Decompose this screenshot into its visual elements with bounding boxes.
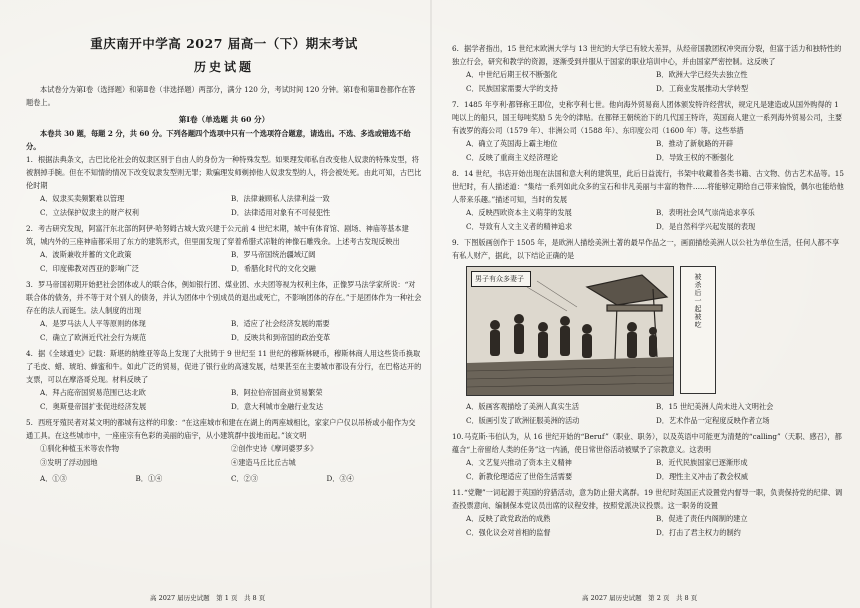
- answer-options: [452, 400, 846, 428]
- answer-option: B．法律兼顾私人法律利益一致: [231, 194, 330, 203]
- question-text: 西班牙殖民者对某文明的都城有这样的印象：“在这座城市和建在在湖上的两座城相比，家家户户仅以吊桥或小船作为交通工具。在这些城市中，一座座宗有色彩的美丽的庙宇，从小建筑群中拔地而起。”该文明: [26, 418, 416, 440]
- page-footer-right: 高 2027 届历史试题 第 2 页 共 8 页: [582, 594, 698, 602]
- answer-option: A．奴隶买卖频繁难以管理: [40, 194, 125, 203]
- question-block: [452, 400, 846, 428]
- question-number: 9.: [452, 238, 459, 247]
- answer-options: [26, 317, 422, 345]
- answer-option: C．强化议会对首相的监督: [466, 528, 551, 537]
- question-block: [26, 278, 422, 345]
- question-text: 马克斯·韦伯认为，从 16 世纪开始的“Beruf”（职业、职务），以及英语中可能更为清楚的“calling”（天职、感召），都蕴含“上帝留给人类的任务”这一内涵，使日常世俗活动被赋予了宗教意义。这表明: [452, 432, 842, 454]
- question-block: [452, 486, 846, 540]
- answer-options: [452, 137, 846, 165]
- question-number: 10.: [452, 432, 464, 441]
- answer-option: ③发明了浮动园地: [40, 458, 98, 467]
- question-number: 7.: [452, 100, 459, 109]
- question-block: [452, 430, 846, 484]
- question-block: [26, 222, 422, 276]
- answer-option: C．民族国家需要大学的支持: [466, 84, 558, 93]
- page-footer-left: 高 2027 届历史试题 第 1 页 共 8 页: [150, 594, 266, 602]
- question-block: [26, 416, 422, 470]
- answer-option: C．奥斯曼帝国扩张促进经济发展: [40, 402, 147, 411]
- answer-option: D．打击了君主权力的制约: [656, 528, 741, 537]
- question-stem: [452, 167, 846, 206]
- question-stem: [452, 236, 846, 262]
- answer-option: B．近代民族国家已逐渐形成: [656, 458, 748, 467]
- answer-option: A．确立了英国海上霸主地位: [466, 139, 558, 148]
- answer-option: D．工商业发展推动大学转型: [656, 84, 749, 93]
- answer-option: B．阿拉伯帝国商业贸易繁荣: [231, 388, 323, 397]
- answer-option: C．印度佛教对西亚的影响广泛: [40, 264, 139, 273]
- question-number: 2.: [26, 224, 33, 233]
- answer-option: D．导致王权的不断强化: [656, 153, 734, 162]
- question-text: 根据法典条文，古巴比伦社会的奴隶区别于自由人的身份为一种特殊发型。如果理发师私自改变他人奴隶的特殊发型，将被割掉手腕。但在不知情的情况下改变奴隶发型则无罪；欺骗理发师剃掉他人奴隶发型的人，将会被处死。由此可知，古巴比伦时期: [26, 155, 422, 190]
- question-number: 8.: [452, 169, 459, 178]
- answer-option: B．欧洲大学已经失去独立性: [656, 70, 748, 79]
- question-text: 考古研究发现，阿富汗东北部的阿伊·哈努姆古城大致兴建于公元前 4 世纪末期，城中有体育馆、剧场、神庙等基本建筑，城内外的三座神庙都采用了东方的建筑形式，但里面发现了穿着希腊式凉鞋的神像石雕残余。上述考古发现反映出: [26, 224, 409, 246]
- answer-option: B．①④: [135, 474, 163, 483]
- answer-options: [26, 192, 422, 220]
- question-number: 11.: [452, 488, 464, 497]
- answer-option: C．导致有人文主义者的精神追求: [466, 222, 573, 231]
- figure-side-caption: [680, 266, 716, 394]
- answer-option: D．是自然科学兴起发展的表现: [656, 222, 756, 231]
- question-block: [452, 42, 846, 96]
- figure-side-text: 被杀后一起被吃: [694, 273, 702, 329]
- answer-options: [26, 248, 422, 276]
- woodcut-image: [466, 266, 674, 396]
- answer-option: A．是罗马法人人平等原则的体现: [40, 319, 146, 328]
- answer-option: D．理性主义冲击了教会权威: [656, 472, 749, 481]
- question-text: 1485 年亨利·都铎称王即位，史称亨利七世。他向海外贸易商人团体颁发特许经营状，规定凡是建造或从国外购得的 1 吨以上的船只，国王每吨奖励 5 先令的津贴。在都铎王朝统治下的几代国王特许，英国商人建立一系列海外贸易公司，主要有波罗的海公司（1579 年）、非洲公司（1588 年）、东印度公司（1600 年）等。这些举措: [452, 100, 843, 135]
- question-stem: [26, 222, 422, 248]
- section-title: 第Ⅰ卷（单选题 共 60 分）: [178, 115, 270, 124]
- figure-label-box: 男子有众多妻子: [471, 271, 531, 287]
- answer-option: C．②③: [231, 474, 259, 483]
- answer-option: ①驯化种植玉米等农作物: [40, 444, 120, 453]
- question-text: 据《全球通史》记载：斯堪的纳维亚等岛上发现了大批铸于 9 世纪至 11 世纪的穆斯林硬币，穆斯林商人用这些货币换取了毛皮、蜡、琥珀、蜂蜜和牛。如此广泛的贸易，促进了银行业的高速发展，结果甚至在主要城市都设有分行，在巴格达开的支票，可以在摩洛哥兑现。材料反映了: [26, 349, 422, 384]
- answer-options: [452, 456, 846, 484]
- answer-option: B．15 世纪美洲人尚未进入文明社会: [656, 402, 774, 411]
- answer-options: [452, 68, 846, 96]
- question-block: [26, 472, 422, 486]
- answer-options: [452, 512, 846, 540]
- question-number: 4.: [26, 349, 33, 358]
- question-list-right-2: [452, 400, 846, 540]
- question-text: 据学者指出，15 世纪末欧洲大学与 13 世纪的大学已有较大差异，从经帝国教团权冲突而分裂，但富于活力和独特性的独立行会，研究和教学的资源，逐渐受到并服从于国家的职业培训中心，并由国家严密控制。这反映了: [452, 44, 842, 66]
- question-stem: [452, 486, 846, 512]
- question-stem: [26, 153, 422, 192]
- answer-options: [26, 472, 422, 486]
- answer-option: D．法律适用对象有不可侵犯性: [231, 208, 331, 217]
- answer-option: B．适应了社会经济发展的需要: [231, 319, 330, 328]
- question-block: [26, 347, 422, 414]
- answer-option: D．反映共和到帝国的政治变革: [231, 333, 331, 342]
- answer-option: A．反映西欧资本主义萌芽的发展: [466, 208, 572, 217]
- answer-option: D．意大利城市金融行业发达: [231, 402, 324, 411]
- answer-option: C．确立了欧洲近代社会行为规范: [40, 333, 147, 342]
- question-text: 下图版画创作于 1505 年，是欧洲人描绘美洲土著的最早作品之一，画面描绘美洲人以公社为单位生活，任何人都不享有私人财产，据此，以下结论正确的是: [452, 238, 840, 260]
- question-stem: [452, 98, 846, 137]
- question-stem: [452, 42, 846, 68]
- answer-option: D．艺术作品一定程度反映作者立场: [656, 416, 770, 425]
- answer-option: A．中世纪后期王权不断强化: [466, 70, 558, 79]
- question-block: [452, 167, 846, 234]
- question-number: 3.: [26, 280, 33, 289]
- answer-options: [26, 386, 422, 414]
- woodcut-figure: [466, 266, 846, 396]
- question-block: [26, 153, 422, 220]
- question-text: 罗马帝国初期开始把社会团体或人的联合体，例如银行团、煤业团、水夫团等视为权利主体，正像罗马法学家所说：“对联合体的债务，并不等于对个别人的债务，并认为团体中个别成员的退出或死亡，不影响团体的存在。”于是团体作为一种社会存在的法人而诞生。法人制度的出现: [26, 280, 422, 315]
- question-stem: [26, 416, 422, 442]
- answer-option: A．反映了政党政治的成熟: [466, 514, 551, 523]
- answer-option: A．波斯兼收并蓄的文化政策: [40, 250, 132, 259]
- right-page: [432, 0, 860, 608]
- question-stem: [26, 347, 422, 386]
- answer-options: [452, 206, 846, 234]
- question-text: 14 世纪，书店开始出现在法国和意大利的建筑里，此后日益流行，书架中收藏着各类书籍、古文物、仿古艺术品等。15 世纪时，有人描述道：“集结一系列如此众多的宝石和非凡美丽与丰富的物件……将能够定期给自己带来愉悦，偶尔也能给他人带来乐趣。”描述可知，当时的发展: [452, 169, 844, 204]
- question-number: 1.: [26, 155, 33, 164]
- exam-intro: 本试卷分为第Ⅰ卷（选择题）和第Ⅱ卷（非选择题）两部分，满分 120 分，考试时间 120 分钟。第Ⅰ卷和第Ⅱ卷都作在答题卷上。: [26, 85, 416, 107]
- answer-option: A．文艺复兴推动了资本主义精神: [466, 458, 572, 467]
- question-block: [452, 98, 846, 165]
- answer-option: ②创作史诗《摩诃婆罗多》: [231, 444, 318, 453]
- question-text: “党鞭”一词起源于英国的狩猎活动，意为防止猎犬离群。19 世纪时英国正式设置党内督导一职，负责保持党的纪律、调查投票意向、编制保本党议员出席的议程安排，按照党派决议投票。这一职务的设置: [452, 488, 843, 510]
- answer-option: C．反映了重商主义经济理论: [466, 153, 558, 162]
- answer-option: ④建造马丘比丘古城: [231, 458, 296, 467]
- answer-option: D．③④: [326, 474, 354, 483]
- subject-title: 历史试题: [193, 60, 254, 74]
- answer-option: B．罗马帝国统治疆域辽阔: [231, 250, 316, 259]
- answer-option: D．希腊化时代的文化交融: [231, 264, 316, 273]
- answer-option: A．①③: [40, 474, 67, 483]
- section-instruction: 本卷共 30 题，每题 2 分，共 60 分。下列各题四个选项中只有一个选项符合题意，请选出。不选、多选或错选不给分。: [26, 129, 411, 151]
- question-number: 5.: [26, 418, 33, 427]
- question-number: 6.: [452, 44, 459, 53]
- answer-option: B．表明社会风气崇尚追求享乐: [656, 208, 755, 217]
- answer-option: A．拜占庭帝国贸易范围已达北欧: [40, 388, 146, 397]
- answer-options: [26, 442, 422, 470]
- answer-option: B．推动了新航路的开辟: [656, 139, 734, 148]
- answer-option: C．新教伦理适应了世俗生活需要: [466, 472, 573, 481]
- question-stem: [452, 430, 846, 456]
- question-list-right: [452, 42, 846, 262]
- answer-option: C．立法保护奴隶主的财产权利: [40, 208, 139, 217]
- question-stem: [26, 278, 422, 317]
- answer-option: B．促进了责任内阁制的建立: [656, 514, 748, 523]
- school-title: 重庆南开中学高 2027 届高一（下）期末考试: [90, 36, 358, 51]
- answer-option: C．版画引发了欧洲征服美洲的活动: [466, 416, 580, 425]
- question-block: [452, 236, 846, 262]
- answer-option: A．版画客观描绘了美洲人真实生活: [466, 402, 580, 411]
- question-list: [26, 153, 422, 486]
